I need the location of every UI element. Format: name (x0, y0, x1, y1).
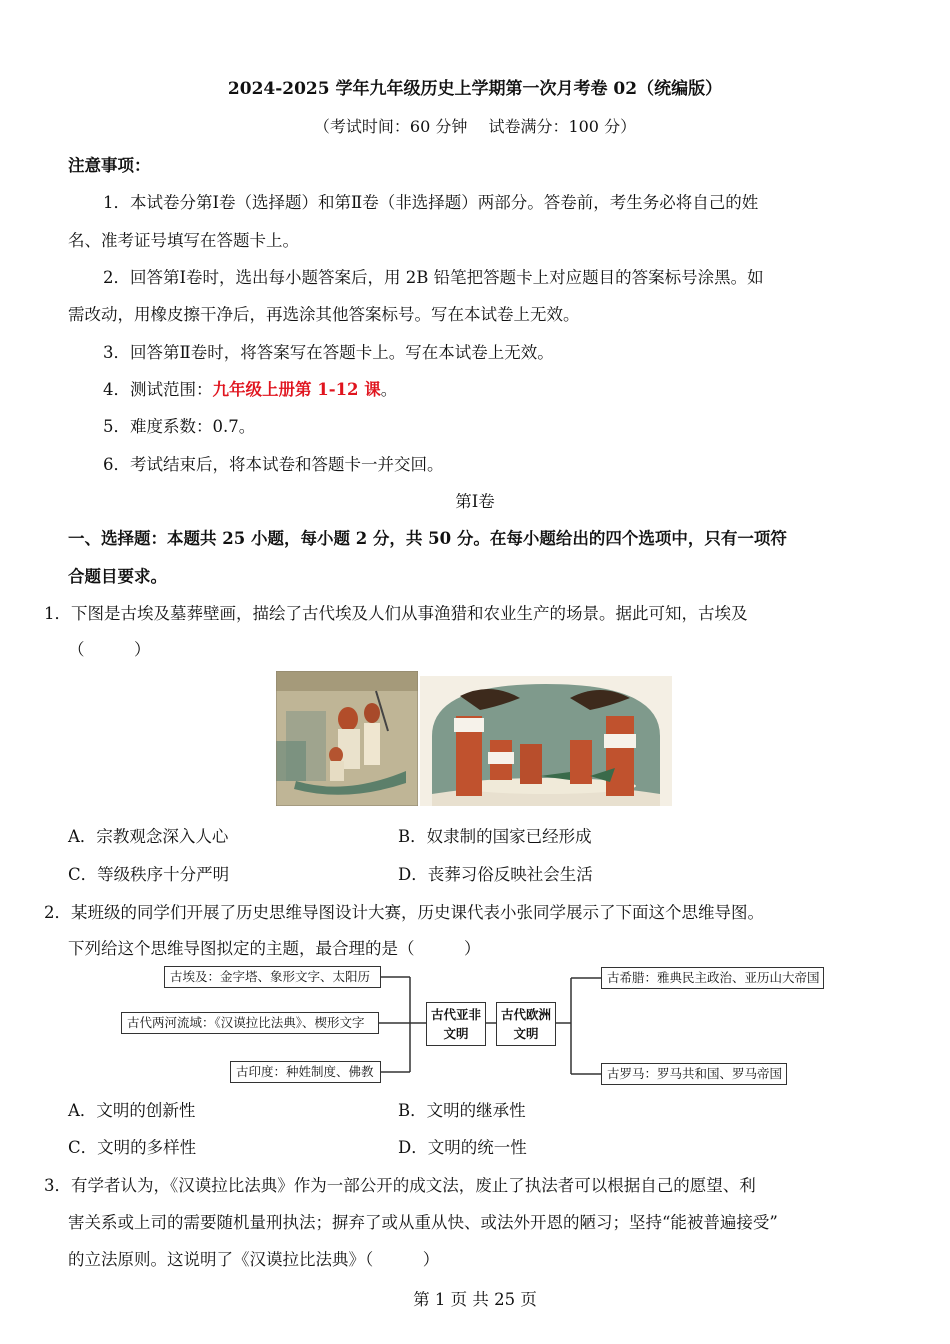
q1-option-b[interactable]: B．奴隶制的国家已经形成 (398, 827, 592, 846)
mindmap-node-mesopotamia: 古代两河流域：《汉谟拉比法典》、楔形文字 (121, 1012, 379, 1034)
asia-africa-line1: 古代亚非 (430, 1007, 481, 1022)
q2-option-d[interactable]: D．文明的统一性 (398, 1138, 527, 1157)
notice-item-4-suffix: 。 (380, 380, 398, 399)
mindmap-node-asia-africa (426, 1002, 486, 1046)
exam-subtitle: （考试时间：60 分钟 试卷满分：100 分） (313, 117, 637, 136)
question-1-stem: 1．下图是古埃及墓葬壁画，描绘了古代埃及人们从事渔猎和农业生产的场景。据此可知，古埃及 (44, 604, 748, 623)
volume-label: 第Ⅰ卷 (455, 492, 495, 511)
mindmap-node-europe (496, 1002, 556, 1046)
mindmap-node-egypt: 古埃及：金字塔、象形文字、太阳历 (164, 966, 381, 988)
q1-option-a[interactable]: A．宗教观念深入人心 (68, 827, 229, 846)
page-footer: 第 1 页 共 25 页 (413, 1290, 537, 1309)
notice-item-6: 6．考试结束后，将本试卷和答题卡一并交回。 (103, 455, 444, 474)
europe-line1: 古代欧洲 (500, 1007, 551, 1022)
europe-line2: 文明 (513, 1026, 539, 1041)
question-3-stem-cont: 害关系或上司的需要随机量刑执法；摒弃了或从重从快、或法外开恩的陋习；坚持“能被普遍接受” (68, 1213, 778, 1232)
question-3-stem: 3．有学者认为，《汉谟拉比法典》作为一部公开的成文法，废止了执法者可以根据自己的愿望、利 (44, 1176, 756, 1195)
question-1-blank: （ ） (68, 640, 151, 659)
exam-title: 2024-2025 学年九年级历史上学期第一次月考卷 02（统编版） (227, 79, 723, 99)
notice-item-2-cont: 需改动，用橡皮擦干净后，再选涂其他答案标号。写在本试卷上无效。 (68, 305, 580, 324)
notice-item-5: 5．难度系数：0.7。 (103, 417, 256, 436)
mindmap-node-greece: 古希腊：雅典民主政治、亚历山大帝国 (601, 967, 824, 989)
question-3-stem-cont2: 的立法原则。这说明了《汉谟拉比法典》（ ） (68, 1250, 440, 1269)
notice-item-3: 3．回答第Ⅱ卷时，将答案写在答题卡上。写在本试卷上无效。 (103, 343, 554, 362)
notice-item-4-prefix: 4．测试范围： (103, 380, 213, 399)
q1-option-d[interactable]: D．丧葬习俗反映社会生活 (398, 865, 593, 884)
question-2-stem: 2．某班级的同学们开展了历史思维导图设计大赛，历史课代表小张同学展示了下面这个思维导图。 (44, 903, 764, 922)
asia-africa-line2: 文明 (443, 1026, 469, 1041)
q2-option-c[interactable]: C．文明的多样性 (68, 1138, 197, 1157)
notice-item-1: 1．本试卷分第Ⅰ卷（选择题）和第Ⅱ卷（非选择题）两部分。答卷前，考生务必将自己的姓 (103, 193, 759, 212)
test-range: 九年级上册第 1-12 课 (212, 380, 381, 399)
mindmap-node-rome: 古罗马：罗马共和国、罗马帝国 (601, 1063, 787, 1085)
notice-item-1-cont: 名、准考证号填写在答题卡上。 (68, 231, 299, 250)
q2-option-a[interactable]: A．文明的创新性 (68, 1101, 196, 1120)
question-2-stem-cont: 下列给这个思维导图拟定的主题，最合理的是（ ） (68, 939, 481, 958)
q2-option-b[interactable]: B．文明的继承性 (398, 1101, 526, 1120)
section-heading-cont: 合题目要求。 (68, 567, 167, 586)
notice-heading: 注意事项： (68, 156, 151, 175)
section-heading: 一、选择题：本题共 25 小题，每小题 2 分，共 50 分。在每小题给出的四个选项中，只有一项符 (68, 529, 787, 548)
notice-item-2: 2．回答第Ⅰ卷时，选出每小题答案后，用 2B 铅笔把答题卡上对应题目的答案标号涂黑。如 (103, 268, 764, 287)
q1-option-c[interactable]: C．等级秩序十分严明 (68, 865, 230, 884)
mindmap-node-india: 古印度：种姓制度、佛教 (230, 1061, 381, 1083)
